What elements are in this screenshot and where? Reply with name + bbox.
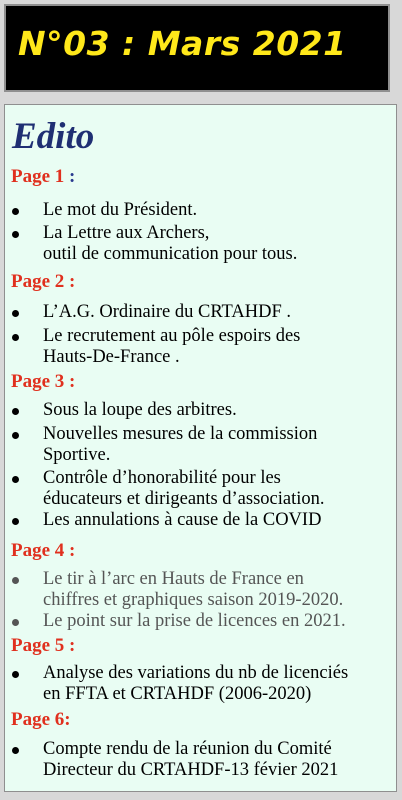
toc-item: Compte rendu de la réunion du Comité Directeur du CRTAHDF-13 févier 2021 <box>43 739 339 780</box>
bullet-icon <box>12 671 19 678</box>
bullet-icon <box>12 518 19 525</box>
section-heading-page-4: Page 4 : <box>11 540 76 561</box>
bullet-icon <box>12 476 19 483</box>
bullet-icon <box>12 208 19 215</box>
toc-item: Le tir à l’arc en Hauts de France en chiffres et graphiques saison 2019-2020. <box>43 569 344 610</box>
bullet-icon <box>12 334 19 341</box>
toc-item: Contrôle d’honorabilité pour les éducateurs et dirigeants d’association. <box>43 468 325 509</box>
section-heading-page-3: Page 3 : <box>11 371 76 392</box>
bullet-icon <box>12 408 19 415</box>
toc-item: Le recrutement au pôle espoirs des Hauts-De-France . <box>43 326 301 367</box>
bullet-icon <box>12 231 19 238</box>
toc-item: Les annulations à cause de la COVID <box>43 510 322 530</box>
toc-item: Analyse des variations du nb de licenciés en FFTA et CRTAHDF (2006-2020) <box>43 663 349 704</box>
section-heading-page-6: Page 6: <box>11 709 71 730</box>
edito-panel <box>4 104 397 792</box>
section-heading-page-5: Page 5 : <box>11 635 76 656</box>
section-heading-page-2: Page 2 : <box>11 271 76 292</box>
issue-header <box>4 4 390 92</box>
bullet-icon <box>12 577 19 584</box>
toc-item: La Lettre aux Archers, outil de communication pour tous. <box>43 223 298 264</box>
bullet-icon <box>12 619 19 626</box>
toc-item: Le mot du Président. <box>43 200 198 220</box>
edito-title: Edito <box>12 116 95 157</box>
bullet-icon <box>12 747 19 754</box>
toc-item: Nouvelles mesures de la commission Sportive. <box>43 424 318 465</box>
bullet-icon <box>12 432 19 439</box>
section-heading-page-1: Page 1 : <box>11 166 76 187</box>
toc-item: L’A.G. Ordinaire du CRTAHDF . <box>43 302 291 322</box>
bullet-icon <box>12 310 19 317</box>
toc-item: Le point sur la prise de licences en 2021. <box>43 611 346 631</box>
issue-title: N°03 : Mars 2021 <box>18 24 347 63</box>
toc-item: Sous la loupe des arbitres. <box>43 400 237 420</box>
